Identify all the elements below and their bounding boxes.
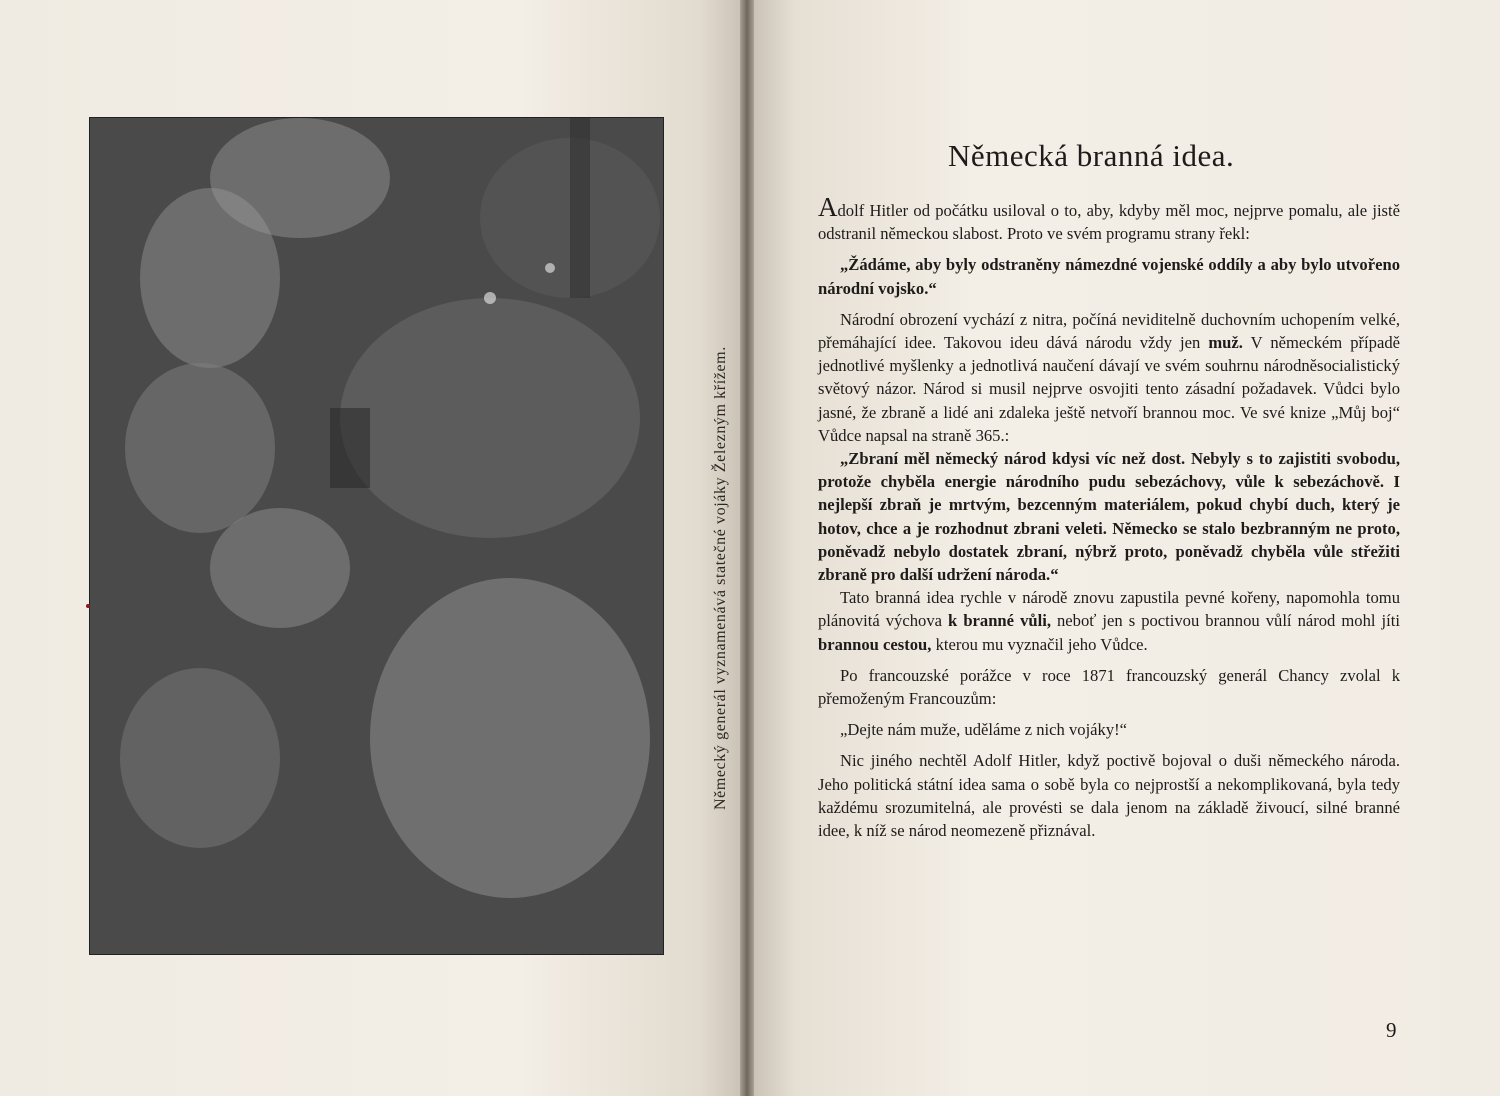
paragraph-3 — [818, 308, 1400, 447]
quote-program: „Žádáme, aby byly odstraněny námezdné vojenské oddíly a aby bylo utvořeno národní vojsko.“ — [818, 255, 1400, 298]
page-number: 9 — [1386, 1018, 1397, 1042]
paragraph-3-text-b: V německém případě jednotlivé myšlenky a jednotlivá naučení dávají ve svém souhrnu národněsocialistický světový názor. Národ si musil nejprve osvojiti tento zásadní požadavek. Vůdci bylo jasné, že zbraně a lidé ani zdaleka ještě netvoří brannou moc. Ve své knize „Můj boj“ Vůdce napsal na straně 365.: — [818, 333, 1400, 445]
book-gutter — [740, 0, 754, 1096]
paragraph-3-text-a: Národní obrození vychází z nitra, počíná neviditelně duchovním uchopením velké, přemáhající idee. Takovou ideu dává národu vždy jen — [818, 309, 1400, 353]
paragraph-5-text-c: kterou mu vyznačil jeho Vůdce. — [931, 634, 1148, 654]
soldiers-photograph — [90, 118, 663, 954]
paragraph-5 — [818, 586, 1400, 656]
printing-mark — [86, 604, 90, 608]
paragraph-5-bold-a: k branné vůli, — [948, 611, 1051, 631]
body-text — [818, 192, 1400, 842]
paragraph-1 — [818, 192, 1400, 245]
quote-mein-kampf: „Zbraní měl německý národ kdysi víc než dost. Nebyly s to zajistiti svobodu, protože chyběla energie národního pudu sebezáchovy, vůle k sebezáchově. I nejlepší zbraň je mrtvým, bezcenným materiálem, pokud chybí duch, který je hotov, chce a je rozhodnut zbrani veleti. Německo se stalo bezbranným ne proto, poněvadž nebylo dostatek zbraní, nýbrž proto, poněvadž chyběla vůle střežiti zbraně pro další udržení národa.“ — [818, 449, 1400, 585]
paragraph-1-text: dolf Hitler od počátku usiloval o to, aby, kdyby měl moc, nejprve pomalu, ale jistě odstranil německou slabost. Proto ve svém programu strany řekl: — [818, 201, 1400, 244]
paragraph-3-bold: muž. — [1208, 333, 1243, 353]
photo-caption: Německý generál vyznamenává statečné vojáky Železným křížem. — [712, 346, 729, 810]
paragraph-8: Nic jiného nechtěl Adolf Hitler, když poctivě bojoval o duši německého národa. Jeho politická státní idea sama o sobě byla co nejprostší a nekomplikovaná, byla tedy každému srozumitelná, ale provésti se dala jenom na základě živoucí, silné branné idee, k níž se národ neomezeně přiznával. — [818, 751, 1400, 841]
quote-chancy: „Dejte nám muže, uděláme z nich vojáky!“ — [840, 720, 1128, 740]
chapter-title: Německá branná idea. — [948, 138, 1235, 173]
paragraph-5-text-a: Tato branná idea rychle v národě znovu zapustila pevné kořeny, napomohla tomu plánovitá výchova — [818, 588, 1400, 631]
drop-cap: A — [818, 192, 838, 222]
paragraph-5-bold-b: brannou cestou, — [818, 634, 932, 654]
photo-illustration — [90, 118, 663, 954]
paragraph-5-text-b: neboť jen s poctivou brannou vůlí národ mohl jíti — [1050, 611, 1400, 631]
paragraph-6: Po francouzské porážce v roce 1871 francouzský generál Chancy zvolal k přemoženým Francouzům: — [818, 665, 1400, 709]
